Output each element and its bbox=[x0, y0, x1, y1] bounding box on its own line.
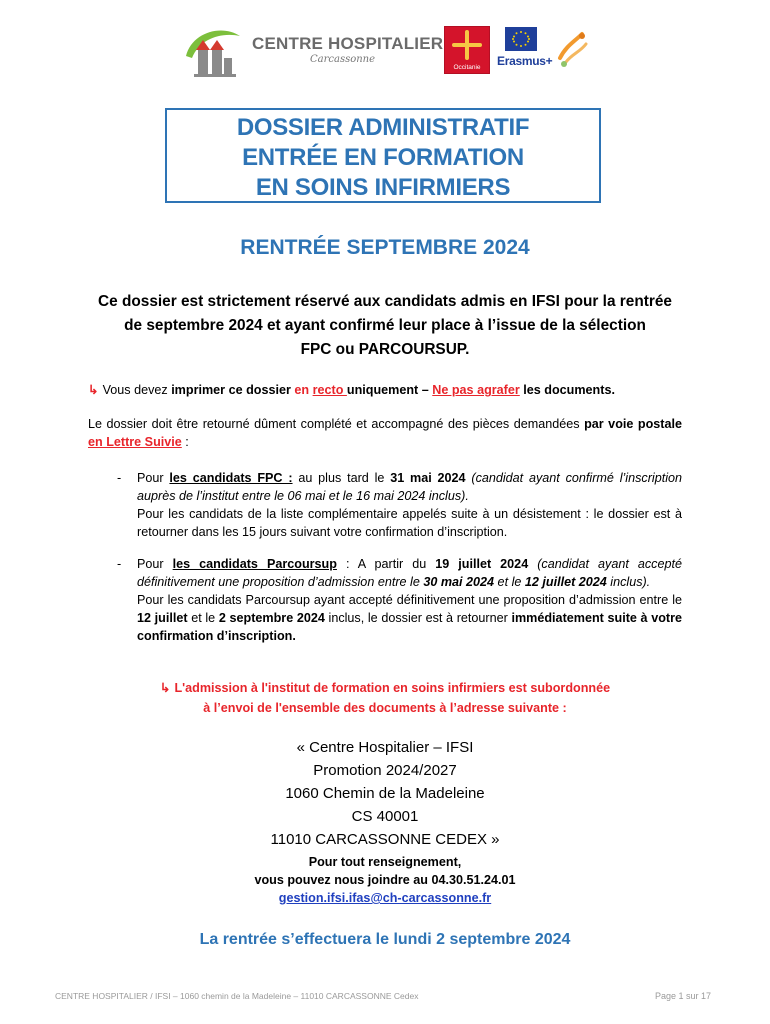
list-bullet-fpc: - bbox=[117, 471, 122, 485]
title-line-2: ENTRÉE EN FORMATION bbox=[242, 144, 524, 171]
list-item-fpc bbox=[137, 469, 682, 541]
occitanie-label: Occitanie bbox=[453, 64, 481, 71]
rentree-date-statement: La rentrée s’effectuera le lundi 2 septembre 2024 bbox=[199, 931, 571, 948]
fpc-text-5: (candidat ayant confirmé l’inscription auprès de l’institut entre le 06 mai et le 16 mai 2024 inclus). bbox=[137, 471, 682, 503]
occitanie-cross-icon bbox=[445, 29, 489, 63]
print-text-2: imprimer ce dossier bbox=[171, 383, 295, 397]
return-text-5: : bbox=[181, 435, 189, 449]
return-instruction bbox=[88, 415, 682, 451]
list-bullet-parcoursup: - bbox=[117, 557, 122, 571]
print-text-no-staple: Ne pas agrafer bbox=[432, 383, 520, 397]
intro-line-1: Ce dossier est strictement réservé aux candidats admis en IFSI pour la rentrée bbox=[98, 293, 672, 310]
list-item-parcoursup bbox=[137, 555, 682, 645]
ps-text-15: immédiatement suite à votre confirmation d’inscription. bbox=[137, 611, 683, 643]
ps-start-date: 19 juillet 2024 bbox=[435, 557, 529, 571]
ps-text-9: inclus). bbox=[606, 575, 651, 589]
title-line-1: DOSSIER ADMINISTRATIF bbox=[236, 114, 530, 141]
ps-date-4: 2 septembre 2024 bbox=[218, 611, 325, 625]
ps-text-7: et le bbox=[494, 575, 525, 589]
ps-text-10: Pour les candidats Parcoursup ayant accepté définitivement une proposition d’admission entre le bbox=[137, 593, 682, 607]
rentree-heading: RENTRÉE SEPTEMBRE 2024 bbox=[240, 236, 530, 259]
erasmus-label: Erasmus+ bbox=[497, 54, 553, 68]
intro-line-3: FPC ou PARCOURSUP. bbox=[300, 341, 470, 358]
partner-logo-icon bbox=[552, 28, 592, 72]
intro-paragraph bbox=[40, 290, 730, 362]
footer-address: CENTRE HOSPITALIER / IFSI – 1060 chemin de la Madeleine – 11010 CARCASSONNE Cedex bbox=[55, 991, 419, 1001]
ps-text-5: (candidat ayant accepté définitivement une proposition d’admission entre le bbox=[137, 557, 682, 589]
contact-email-link[interactable]: gestion.ifsi.ifas@ch-carcassonne.fr bbox=[278, 891, 492, 905]
ps-text-14: inclus, le dossier est à retourner bbox=[324, 611, 512, 625]
ch-logo-subtitle: Carcassonne bbox=[310, 54, 376, 65]
return-text-lettre-suivie: en Lettre Suivie bbox=[88, 435, 182, 449]
ps-date-1: 30 mai 2024 bbox=[423, 575, 495, 589]
occitanie-logo bbox=[444, 26, 490, 74]
notice-line-2: à l’envoi de l'ensemble des documents à l’adresse suivante : bbox=[203, 701, 567, 715]
print-text-3: en bbox=[294, 383, 313, 397]
arrow-right-icon: ↳ bbox=[159, 681, 171, 695]
contact-phone: vous pouvez nous joindre au 04.30.51.24.01 bbox=[254, 873, 516, 887]
address-line-1: « Centre Hospitalier – IFSI bbox=[296, 739, 474, 756]
return-text-postal: par voie postale bbox=[584, 417, 682, 431]
print-text-7: les documents. bbox=[519, 383, 615, 397]
ps-candidates: les candidats Parcoursup bbox=[172, 557, 337, 571]
intro-line-2: de septembre 2024 et ayant confirmé leur place à l’issue de la sélection bbox=[124, 317, 646, 334]
fpc-text-6: Pour les candidats de la liste complémentaire appelés suite à un désistement : le dossier est à retourner dans les 15 jours suivant votre confirmation d’inscription. bbox=[137, 507, 682, 539]
address-line-5: 11010 CARCASSONNE CEDEX » bbox=[270, 831, 500, 848]
fpc-candidates: les candidats FPC : bbox=[169, 471, 293, 485]
fpc-text-3: au plus tard le bbox=[292, 471, 391, 485]
notice-line-1: L'admission à l'institut de formation en soins infirmiers est subordonnée bbox=[174, 681, 611, 695]
title-line-3: EN SOINS INFIRMIERS bbox=[255, 174, 511, 201]
contact-info bbox=[0, 853, 770, 907]
ps-date-2: 12 juillet 2024 bbox=[524, 575, 607, 589]
ps-text-3: : A partir du bbox=[336, 557, 436, 571]
print-instruction bbox=[88, 381, 615, 399]
document-title-box bbox=[165, 108, 601, 203]
admission-notice bbox=[0, 678, 770, 718]
address-line-4: CS 40001 bbox=[351, 808, 419, 825]
ps-text-12: et le bbox=[187, 611, 219, 625]
ch-logo-title: CENTRE HOSPITALIER bbox=[252, 34, 444, 53]
print-text-1: Vous devez bbox=[102, 383, 172, 397]
address-line-3: 1060 Chemin de la Madeleine bbox=[285, 785, 485, 802]
erasmus-logo bbox=[497, 27, 553, 71]
print-text-recto: recto bbox=[312, 383, 347, 397]
return-text-1: Le dossier doit être retourné dûment complété et accompagné des pièces demandées bbox=[88, 417, 585, 431]
address-line-2: Promotion 2024/2027 bbox=[313, 762, 457, 779]
ps-date-3: 12 juillet bbox=[137, 611, 188, 625]
arrow-right-icon: ↳ bbox=[88, 383, 99, 397]
fpc-text-1: Pour bbox=[137, 471, 170, 485]
ps-text-1: Pour bbox=[137, 557, 173, 571]
fpc-deadline: 31 mai 2024 bbox=[390, 471, 466, 485]
ch-emblem-icon bbox=[182, 26, 244, 78]
contact-line-1: Pour tout renseignement, bbox=[308, 855, 462, 869]
ch-logo bbox=[180, 22, 442, 82]
postal-address bbox=[0, 736, 770, 851]
page-number: Page 1 sur 17 bbox=[655, 991, 712, 1001]
eu-flag-icon bbox=[505, 27, 537, 51]
print-text-5: uniquement – bbox=[346, 383, 433, 397]
